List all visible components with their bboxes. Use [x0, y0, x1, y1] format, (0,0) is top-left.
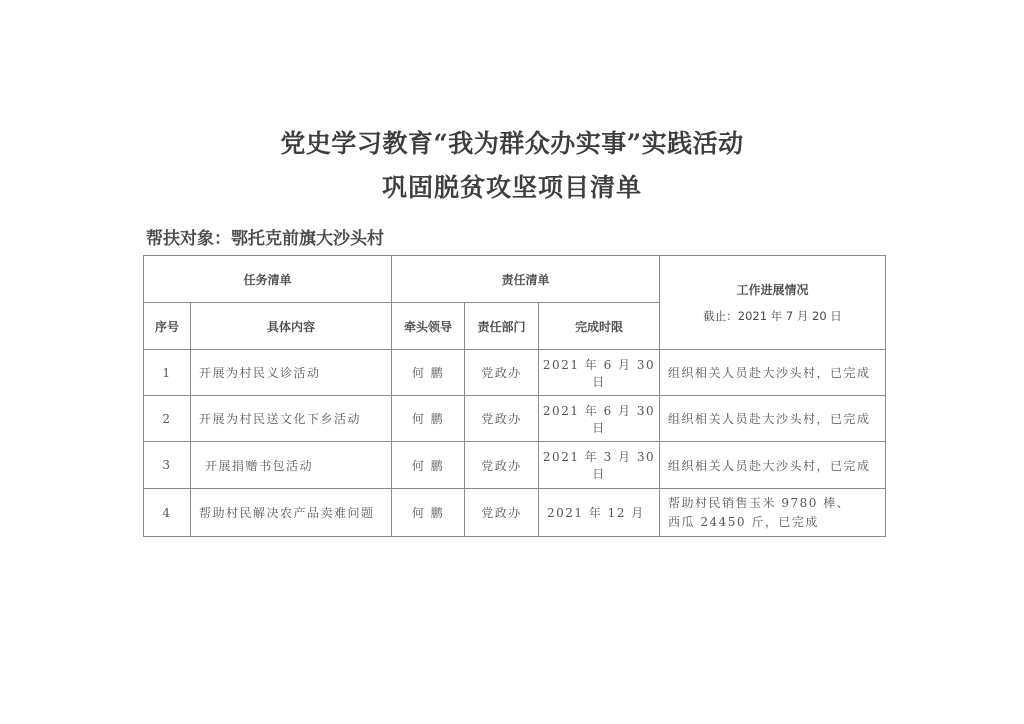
- row-seq: 2: [144, 396, 191, 442]
- row-seq: 4: [144, 489, 191, 537]
- table-row: [144, 442, 886, 489]
- row-progress: 组织相关人员赴大沙头村，已完成: [660, 396, 886, 442]
- row-content: 开展为村民送文化下乡活动: [191, 396, 392, 442]
- row-progress: [660, 489, 886, 537]
- document-title-line1: 党史学习教育“我为群众办实事”实践活动: [280, 129, 744, 158]
- col-header-dept: 责任部门: [465, 303, 539, 350]
- table-row: [144, 489, 886, 537]
- tasks-group-header: 任务清单: [144, 256, 392, 303]
- row-progress: 组织相关人员赴大沙头村，已完成: [660, 442, 886, 489]
- responsibility-group-header: 责任清单: [392, 256, 660, 303]
- row-content: 开展为村民义诊活动: [191, 350, 392, 396]
- row-seq: 1: [144, 350, 191, 396]
- row-progress-line2: 西瓜 24450 斤，已完成: [668, 514, 819, 529]
- progress-header-title: 工作进展情况: [736, 283, 809, 297]
- document-title-line2: 巩固脱贫攻坚项目清单: [381, 173, 642, 202]
- row-dept: 党政办: [465, 489, 539, 537]
- progress-group-header: [660, 256, 886, 350]
- row-progress: 组织相关人员赴大沙头村，已完成: [660, 350, 886, 396]
- table-row: [144, 350, 886, 396]
- row-deadline: 2021 年 6 月 30 日: [539, 396, 660, 442]
- row-progress-line1: 帮助村民销售玉米 9780 棒、: [668, 495, 851, 510]
- row-content: 开展捐赠书包活动: [191, 442, 392, 489]
- row-deadline: 2021 年 3 月 30 日: [539, 442, 660, 489]
- project-list-table: [143, 255, 886, 537]
- assistance-target-label: 帮扶对象：鄂托克前旗大沙头村: [146, 229, 384, 249]
- col-header-leader: 牵头领导: [392, 303, 465, 350]
- row-deadline: 2021 年 6 月 30 日: [539, 350, 660, 396]
- col-header-deadline: 完成时限: [539, 303, 660, 350]
- row-leader: 何 鹏: [392, 489, 465, 537]
- group-header-row: [144, 256, 886, 303]
- row-dept: 党政办: [465, 396, 539, 442]
- row-dept: 党政办: [465, 442, 539, 489]
- row-seq: 3: [144, 442, 191, 489]
- col-header-seq: 序号: [144, 303, 191, 350]
- progress-as-of-date: 截止：2021 年 7 月 20 日: [703, 309, 842, 323]
- row-leader: 何 鹏: [392, 442, 465, 489]
- row-deadline: 2021 年 12 月: [539, 489, 660, 537]
- row-dept: 党政办: [465, 350, 539, 396]
- row-leader: 何 鹏: [392, 396, 465, 442]
- row-content: 帮助村民解决农产品卖难问题: [191, 489, 392, 537]
- table-row: [144, 396, 886, 442]
- col-header-content: 具体内容: [191, 303, 392, 350]
- row-leader: 何 鹏: [392, 350, 465, 396]
